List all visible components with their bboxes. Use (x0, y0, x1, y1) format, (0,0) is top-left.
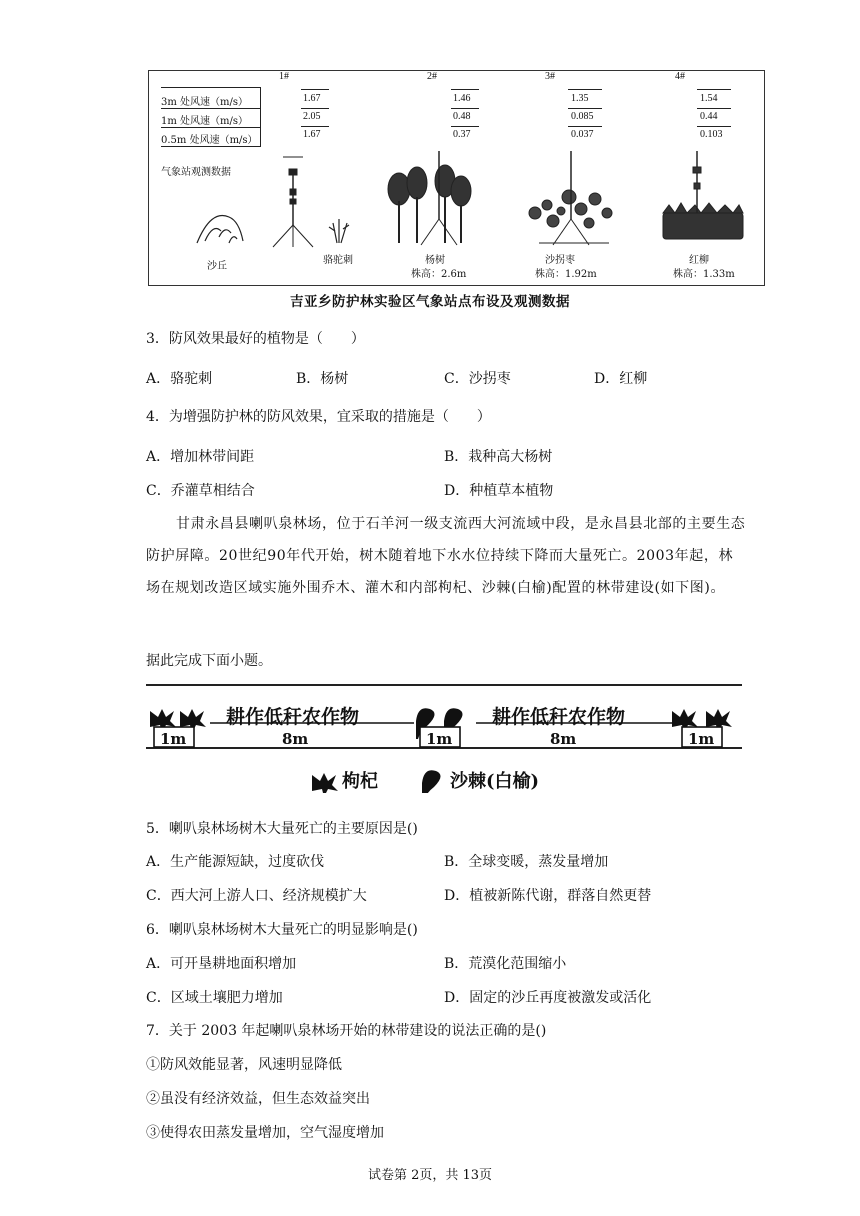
q7-statement-3: ③使得农田蒸发量增加，空气湿度增加 (146, 1125, 384, 1141)
gap-8m-2: 8m (550, 730, 577, 748)
side-label: 气象站观测数据 (161, 167, 231, 178)
dune-label: 沙丘 (207, 261, 227, 272)
legend-sea-buckthorn-icon (422, 770, 441, 793)
s2-v1: 1.46 (453, 93, 471, 104)
q3-option-d: D．红柳 (594, 371, 648, 387)
q5-option-d: D．植被新陈代谢，群落自然更替 (444, 888, 652, 904)
q4-option-c: C．乔灌草相结合 (146, 483, 255, 499)
weather-tower-icon (273, 157, 313, 247)
s4-v1: 1.54 (700, 93, 718, 104)
q4-option-b: B．栽种高大杨树 (444, 449, 553, 465)
q6-stem: 6．喇叭泉林场树木大量死亡的明显影响是() (146, 922, 418, 938)
s3-v2: 0.085 (571, 111, 594, 122)
station-id-2: 2# (427, 71, 437, 82)
q6-option-b: B．荒漠化范围缩小 (444, 956, 567, 972)
s1-v1: 1.67 (303, 93, 321, 104)
station-id-4: 4# (675, 71, 685, 82)
poplar-icon (388, 151, 471, 245)
q5-stem: 5．喇叭泉林场树木大量死亡的主要原因是() (146, 821, 418, 837)
s1-v2: 2.05 (303, 111, 321, 122)
q6-option-d: D．固定的沙丘再度被激发或活化 (444, 990, 652, 1006)
legend-sea-buckthorn-label: 沙棘(白榆) (450, 771, 540, 792)
s4-v3: 0.103 (700, 129, 723, 140)
q3-stem: 3．防风效果最好的植物是（ ） (146, 331, 365, 347)
gap-1m-1: 1m (160, 730, 187, 748)
plant-label-4: 红柳 (689, 255, 709, 266)
legend-goji-icon (312, 773, 338, 793)
row-label-3m: 3m 处风速（m/s） (161, 97, 249, 108)
height-label-4: 株高：1.33m (673, 269, 735, 280)
weather-station-figure (148, 70, 765, 286)
station-illustration (149, 151, 764, 281)
q5-option-b: B．全球变暖，蒸发量增加 (444, 854, 609, 870)
tamarisk-icon (663, 151, 743, 239)
q3-option-a: A．骆驼刺 (146, 371, 213, 387)
gap-1m-2: 1m (426, 730, 453, 748)
plant-label-2: 杨树 (425, 255, 445, 266)
s2-v2: 0.48 (453, 111, 471, 122)
s3-v1: 1.35 (571, 93, 589, 104)
legend-goji-label: 枸杞 (342, 771, 378, 792)
q5-option-c: C．西大河上游人口、经济规模扩大 (146, 888, 367, 904)
s2-v3: 0.37 (453, 129, 471, 140)
q3-option-b: B．杨树 (296, 371, 349, 387)
plant-label-3: 沙拐枣 (545, 255, 575, 266)
q6-option-c: C．区域土壤肥力增加 (146, 990, 283, 1006)
q6-option-a: A．可开垦耕地面积增加 (146, 956, 297, 972)
page-footer: 试卷第 2页，共 13页 (367, 1168, 493, 1183)
height-label-3: 株高：1.92m (535, 269, 597, 280)
q4-option-a: A．增加林带间距 (146, 449, 255, 465)
crop-label-1: 耕作低秆农作物 (226, 706, 360, 728)
q4-stem: 4．为增强防护林的防风效果，宜采取的措施是（ ） (146, 409, 491, 425)
shelterbelt-diagram (146, 683, 742, 793)
calligonum-icon (529, 151, 612, 245)
q7-statement-2: ②虽没有经济效益，但生态效益突出 (146, 1091, 370, 1107)
q4-option-d: D．种植草本植物 (444, 483, 554, 499)
instruction: 据此完成下面小题。 (146, 653, 272, 669)
station-id-3: 3# (545, 71, 555, 82)
gap-1m-3: 1m (688, 730, 715, 748)
station-id-1: 1# (279, 71, 289, 82)
crop-label-2: 耕作低秆农作物 (492, 706, 626, 728)
sand-dune-icon (197, 215, 243, 243)
row-label-1m: 1m 处风速（m/s） (161, 116, 249, 127)
plant-label-1: 骆驼刺 (323, 255, 353, 266)
passage: 甘肃永昌县喇叭泉林场，位于石羊河一级支流西大河流域中段，是永昌县北部的主要生态防护屏障。20世纪90年代开始，树木随着地下水水位持续下降而大量死亡。2003年起，林场在规划改造区域实施外围乔木、灌木和内部枸杞、沙棘(白榆)配置的林带建设(如下图)。 (146, 516, 746, 596)
q5-option-a: A．生产能源短缺，过度砍伐 (146, 854, 325, 870)
q3-option-c: C．沙拐枣 (444, 371, 511, 387)
q7-statement-1: ①防风效能显著，风速明显降低 (146, 1057, 342, 1073)
s3-v3: 0.037 (571, 129, 594, 140)
row-label-05m: 0.5m 处风速（m/s） (161, 135, 258, 146)
s4-v2: 0.44 (700, 111, 718, 122)
height-label-2: 株高：2.6m (411, 269, 467, 280)
figure1-caption: 吉亚乡防护林实验区气象站点布设及观测数据 (290, 294, 570, 310)
camelthorn-icon (329, 219, 349, 243)
s1-v3: 1.67 (303, 129, 321, 140)
q7-stem: 7．关于 2003 年起喇叭泉林场开始的林带建设的说法正确的是() (146, 1023, 547, 1039)
gap-8m-1: 8m (282, 730, 309, 748)
